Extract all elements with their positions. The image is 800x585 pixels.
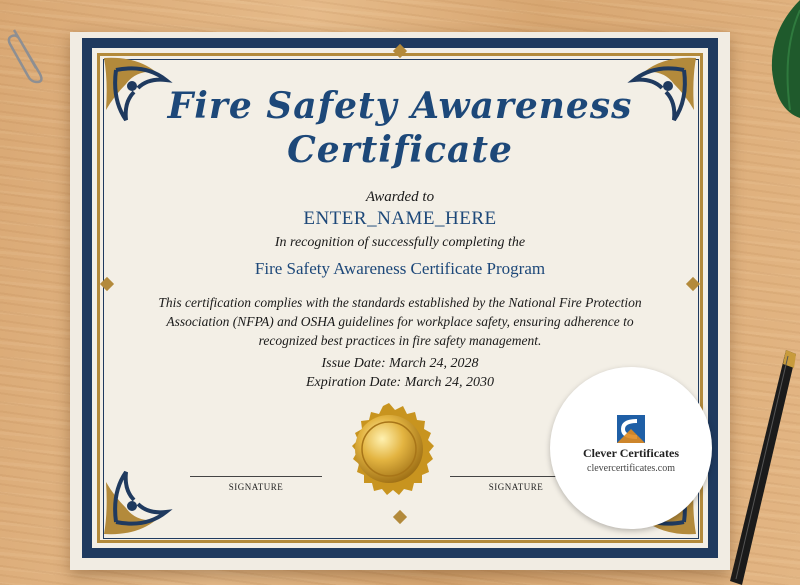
expiration-date: Expiration Date: March 24, 2030 xyxy=(305,375,495,390)
paperclip-icon xyxy=(4,24,54,84)
awarded-to-label: Awarded to xyxy=(365,189,435,205)
brand-url: clevercertificates.com xyxy=(587,463,675,474)
clever-certificates-logo-icon xyxy=(617,415,645,443)
signature-line-left xyxy=(190,476,322,477)
signature-label-right: SIGNATURE xyxy=(488,482,544,492)
leaf-icon xyxy=(760,0,800,120)
program-name: Fire Safety Awareness Certificate Program xyxy=(254,259,546,278)
certificate-title-line2: Certificate xyxy=(287,129,513,171)
gold-seal-icon xyxy=(342,402,436,496)
recognition-text: In recognition of successfully completing the xyxy=(274,235,526,250)
pen-icon xyxy=(728,350,800,585)
recipient-name: ENTER_NAME_HERE xyxy=(303,208,497,229)
certificate-description: This certification complies with the standards established by the National Fire Protection Association (NFPA) and OSHA guidelines for workplace safety, ensuring adherence to recognized best practices in fire safety management. xyxy=(158,295,642,348)
signature-label-left: SIGNATURE xyxy=(228,482,284,492)
brand-name: Clever Certificates xyxy=(582,446,680,460)
certificate-title-line1: Fire Safety Awareness xyxy=(167,85,633,127)
issue-date: Issue Date: March 24, 2028 xyxy=(321,356,479,371)
